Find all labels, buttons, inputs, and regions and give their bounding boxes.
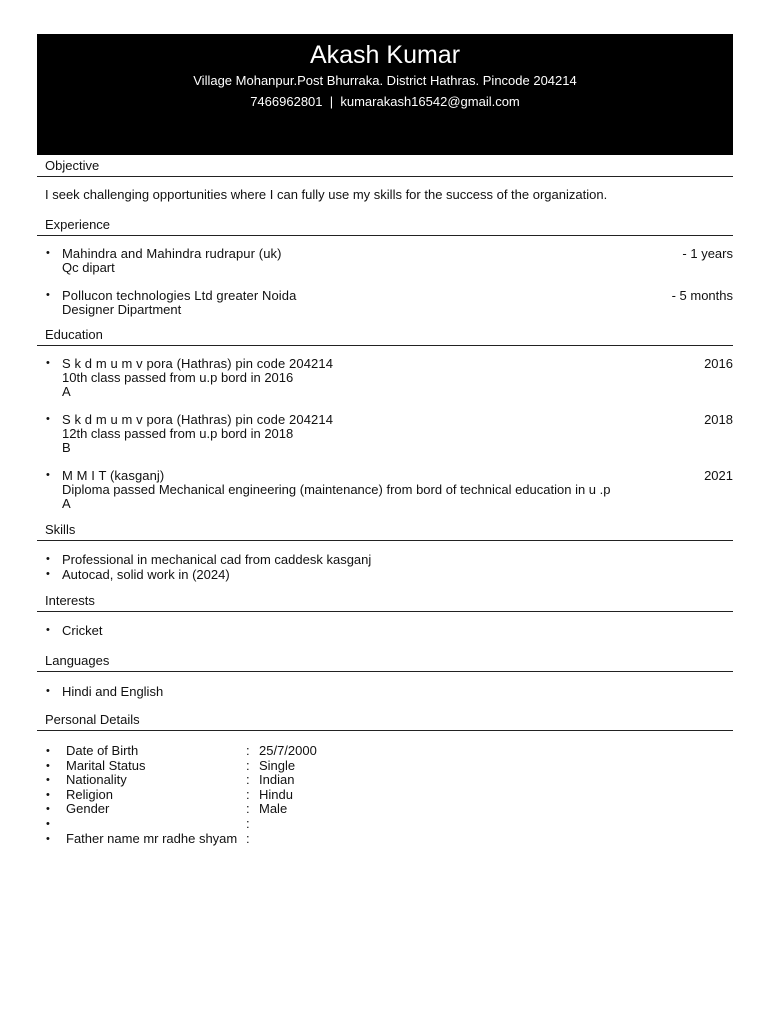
education-year: 2018 bbox=[704, 412, 733, 427]
education-detail: 10th class passed from u.p bord in 2016 bbox=[62, 370, 294, 385]
education-school: • M M I T (kasganj) bbox=[62, 468, 165, 483]
personal-detail-row bbox=[45, 817, 733, 832]
personal-detail-row bbox=[45, 759, 733, 774]
education-school: • S k d m u m v pora (Hathras) pin code 204214 bbox=[62, 356, 334, 371]
personal-details-list bbox=[45, 731, 733, 846]
section-title-skills: Skills bbox=[37, 519, 733, 541]
interests-list bbox=[45, 612, 733, 650]
detail-colon: : bbox=[246, 830, 250, 846]
experience-role: Qc dipart bbox=[62, 260, 115, 275]
detail-key: • Gender bbox=[66, 801, 110, 817]
experience-company: • Mahindra and Mahindra rudrapur (uk) bbox=[62, 246, 282, 261]
education-school: • S k d m u m v pora (Hathras) pin code 204214 bbox=[62, 412, 334, 427]
detail-value: Hindu bbox=[259, 786, 293, 802]
section-title-interests: Interests bbox=[37, 590, 733, 612]
detail-value: Indian bbox=[259, 772, 295, 788]
section-title-experience: Experience bbox=[37, 214, 733, 236]
education-detail: Diploma passed Mechanical engineering (maintenance) from bord of technical education in u .p bbox=[62, 482, 611, 497]
section-title-personal-details: Personal Details bbox=[37, 709, 733, 731]
detail-key: • Religion bbox=[66, 786, 113, 802]
experience-company: • Pollucon technologies Ltd greater Noida bbox=[62, 288, 297, 303]
personal-detail-row bbox=[45, 744, 733, 759]
skills-list bbox=[45, 541, 733, 590]
experience-item bbox=[45, 288, 733, 317]
contact-line bbox=[37, 91, 733, 112]
detail-value: Male bbox=[259, 801, 288, 817]
education-item bbox=[45, 412, 733, 455]
detail-colon: : bbox=[246, 743, 250, 758]
detail-colon: : bbox=[246, 801, 250, 817]
objective-text: I seek challenging opportunities where I can fully use my skills for the success of the organization. bbox=[45, 187, 608, 202]
resume-body bbox=[37, 155, 733, 846]
email-address: kumarakash16542@gmail.com bbox=[340, 94, 520, 109]
education-item bbox=[45, 468, 733, 511]
experience-role: Designer Dipartment bbox=[62, 302, 182, 317]
candidate-name: Akash Kumar bbox=[309, 41, 461, 69]
resume-header bbox=[37, 34, 733, 155]
education-grade: B bbox=[62, 440, 71, 455]
skill-item: • Autocad, solid work in (2024) bbox=[45, 567, 733, 582]
personal-detail-row bbox=[45, 802, 733, 817]
experience-duration: - 1 years bbox=[682, 246, 733, 261]
education-year: 2016 bbox=[704, 356, 733, 371]
personal-detail-row bbox=[45, 832, 733, 847]
section-title-objective: Objective bbox=[37, 155, 733, 177]
detail-value: 25/7/2000 bbox=[259, 743, 317, 758]
education-grade: A bbox=[62, 496, 71, 511]
detail-colon: • : bbox=[246, 815, 250, 831]
languages-list bbox=[45, 672, 733, 709]
education-grade: A bbox=[62, 384, 71, 399]
personal-detail-row bbox=[45, 773, 733, 788]
experience-duration: - 5 months bbox=[671, 288, 733, 303]
contact-separator: | bbox=[329, 94, 334, 109]
detail-value: Single bbox=[259, 757, 296, 773]
skill-item: • Professional in mechanical cad from caddesk kasganj bbox=[45, 552, 733, 567]
detail-key: • Father name mr radhe shyam bbox=[66, 830, 238, 846]
phone-number: 7466962801 bbox=[250, 94, 323, 109]
section-title-education: Education bbox=[37, 324, 733, 346]
detail-key: • Date of Birth bbox=[66, 743, 139, 758]
personal-detail-row bbox=[45, 788, 733, 803]
detail-key: • Marital Status bbox=[66, 757, 146, 773]
detail-key: • Nationality bbox=[66, 772, 127, 788]
experience-item bbox=[45, 246, 733, 275]
experience-list bbox=[45, 236, 733, 317]
education-item bbox=[45, 356, 733, 399]
address: Village Mohanpur.Post Bhurraka. District Hathras. Pincode 204214 bbox=[193, 73, 577, 88]
education-detail: 12th class passed from u.p bord in 2018 bbox=[62, 426, 294, 441]
detail-colon: : bbox=[246, 786, 250, 802]
section-title-languages: Languages bbox=[37, 650, 733, 672]
education-year: 2021 bbox=[704, 468, 733, 483]
education-list bbox=[45, 346, 733, 511]
detail-colon: : bbox=[246, 772, 250, 788]
detail-key bbox=[66, 817, 246, 832]
interest-item: • Cricket bbox=[45, 623, 733, 638]
language-item: • Hindi and English bbox=[45, 684, 733, 699]
detail-colon: : bbox=[246, 757, 250, 773]
